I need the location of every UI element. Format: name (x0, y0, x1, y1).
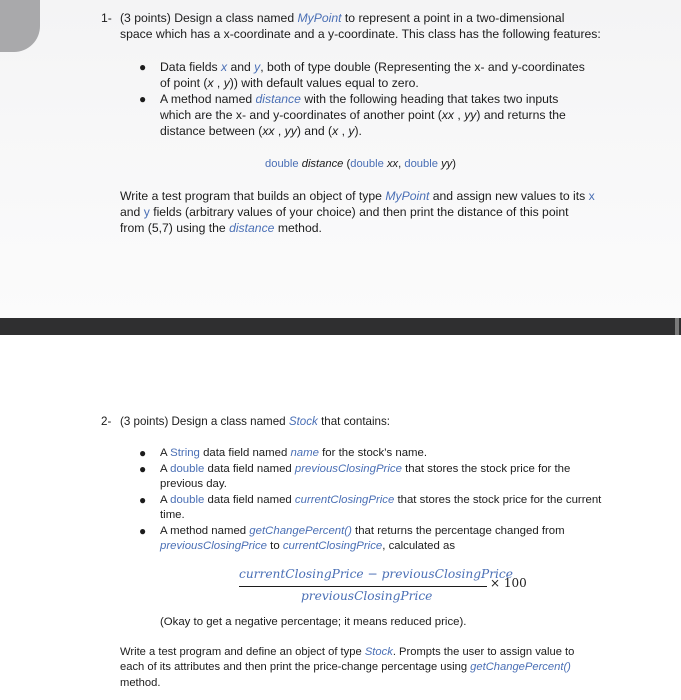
q2-bullet-method (139, 523, 620, 555)
param: xx (383, 158, 399, 170)
text: )) with default values equal to zero. (229, 76, 419, 90)
text: Write a test program that builds an object of type (120, 189, 386, 203)
text: data field named (204, 462, 295, 475)
var-y: y (223, 76, 230, 90)
bullet-dot: ● (139, 60, 147, 74)
text: A (160, 447, 171, 459)
var-xx: xx (441, 108, 455, 122)
type-keyword: String (170, 447, 200, 459)
text: , (398, 158, 405, 170)
text: ) and returns the (476, 108, 566, 122)
formula-denominator: previousClosingPrice (301, 589, 433, 603)
q1-heading-text2: to represent a point in a two-dimensional (341, 11, 565, 25)
text: method. (274, 221, 322, 235)
type-keyword: double (404, 158, 438, 170)
q2-test-instructions (120, 645, 640, 691)
text: , (213, 76, 224, 90)
bullet-dot: ● (139, 523, 147, 538)
class-ref: MyPoint (385, 189, 430, 203)
page-divider-tick (675, 318, 679, 335)
text: and (227, 60, 255, 74)
method-name: getChangePercent() (249, 524, 352, 537)
page-corner-shadow (0, 0, 40, 52)
text: A (160, 493, 171, 506)
var-yy: yy (284, 124, 297, 138)
q1-method-signature (265, 157, 456, 171)
field-name: currentClosingPrice (294, 493, 395, 506)
bullet-dot: ● (139, 92, 147, 106)
q1-number: 1- (101, 11, 112, 25)
text: , both of type double (Representing the x- and y-coordinates (260, 60, 585, 74)
text: time. (160, 509, 185, 521)
field-x: x (220, 60, 228, 74)
text: ). (354, 124, 362, 138)
q1-bullet-method (139, 91, 640, 139)
text: previous day. (160, 478, 227, 490)
var-y: y (348, 124, 355, 138)
field-y: y (143, 205, 150, 219)
text: from (5,7) using the (120, 221, 230, 235)
fraction-bar (239, 586, 487, 587)
type-keyword: double (265, 158, 299, 170)
text: , (338, 124, 349, 138)
text: data field named (204, 493, 295, 506)
text: , (454, 108, 465, 122)
field-name: currentClosingPrice (282, 540, 383, 552)
q2-note: (Okay to get a negative percentage; it means reduced price). (160, 616, 467, 628)
q2-field-list (139, 446, 620, 555)
field-name: previousClosingPrice (294, 462, 402, 475)
q1-heading (120, 10, 640, 42)
text: A method named (160, 524, 250, 537)
text: ) and ( (296, 124, 333, 138)
text: ( (343, 158, 351, 170)
var-xx: xx (262, 124, 275, 138)
q1-bullet-data-fields (139, 59, 640, 91)
text: and (120, 205, 144, 219)
text: distance between ( (160, 124, 263, 138)
q2-class-name: Stock (288, 415, 318, 428)
type-keyword: double (170, 493, 205, 506)
class-ref: Stock (364, 646, 393, 658)
formula-numerator: currentClosingPrice − previousClosingPrice (239, 567, 513, 581)
q1-test-instructions (120, 188, 640, 236)
text: for the stock’s name. (318, 447, 428, 459)
bullet-dot: ● (139, 492, 147, 507)
text: data field named (199, 447, 291, 459)
text: fields (arbitrary values of your choice) and then print the distance of this point (149, 205, 569, 219)
q1-feature-list (139, 59, 640, 139)
q2-number: 2- (101, 415, 112, 428)
q2-bullet-current (139, 492, 620, 524)
text: , calculated as (382, 540, 456, 552)
text: method. (120, 676, 161, 689)
text: and assign new values to its (429, 189, 589, 203)
text: A (160, 462, 171, 475)
bullet-dot: ● (139, 461, 147, 476)
text: Write a test program and define an object of type (120, 646, 365, 658)
method-distance: distance (255, 92, 301, 106)
text: Data fields (160, 60, 221, 74)
bullet-dot: ● (139, 446, 147, 460)
q2-heading (120, 414, 390, 430)
field-name: name (290, 447, 319, 459)
field-y: y (254, 60, 261, 74)
q1-heading-line2: space which has a x-coordinate and a y-coordinate. This class has the following features: (120, 27, 601, 41)
page-top (0, 0, 681, 318)
param: yy (437, 158, 453, 170)
q1-heading-text: (3 points) Design a class named (120, 11, 298, 25)
text: which are the x- and y-coordinates of another point ( (160, 108, 442, 122)
q2-bullet-previous (139, 461, 620, 493)
q2-bullet-name (139, 446, 620, 462)
text: of point ( (160, 76, 208, 90)
text: that returns the percentage changed from (351, 524, 565, 537)
text: (3 points) Design a class named (120, 415, 289, 428)
page-divider (0, 318, 681, 335)
var-x: x (207, 76, 214, 90)
method-ref: distance (229, 221, 275, 235)
text: . Prompts the user to assign value to (392, 646, 575, 658)
type-keyword: double (350, 158, 384, 170)
field-name: previousClosingPrice (160, 540, 267, 552)
method-name: distance (301, 158, 344, 170)
type-keyword: double (170, 462, 205, 475)
text: that stores the stock price for the (401, 462, 571, 475)
field-x: x (588, 189, 595, 203)
q1-class-name: MyPoint (297, 11, 342, 25)
text: with the following heading that takes two inputs (300, 92, 559, 106)
var-yy: yy (464, 108, 477, 122)
text: that stores the stock price for the current (394, 493, 602, 506)
text: , (274, 124, 285, 138)
formula-multiplier: × 100 (490, 576, 527, 590)
text: ) (452, 158, 456, 170)
text: A method named (160, 92, 256, 106)
text: to (267, 540, 283, 552)
text: each of its attributes and then print the price-change percentage using (120, 661, 471, 674)
text: that contains: (317, 415, 391, 428)
var-x: x (332, 124, 339, 138)
method-ref: getChangePercent() (470, 661, 571, 674)
